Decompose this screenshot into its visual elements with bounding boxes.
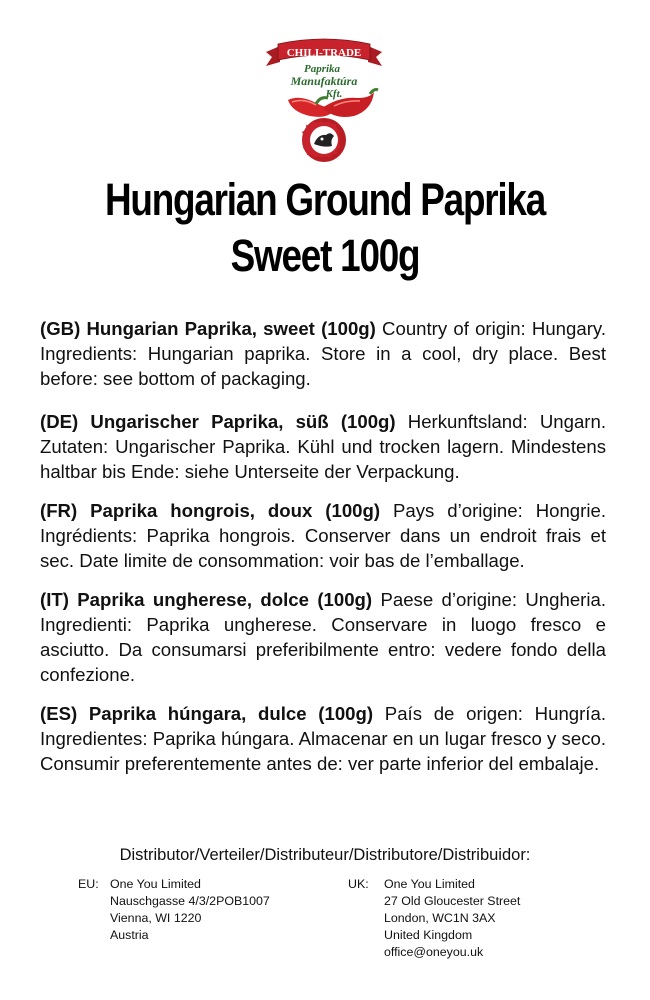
eu-address-lines <box>110 876 270 944</box>
section-fr-lead: (FR) Paprika hongrois, doux (100g) <box>40 500 381 521</box>
uk-address-line: One You Limited <box>384 877 475 891</box>
chili-pepper-logo-icon <box>260 36 388 166</box>
logo-line-1: Paprika <box>303 63 341 75</box>
eu-address-line: Vienna, WI 1220 <box>110 911 202 925</box>
uk-address-lines <box>384 876 520 961</box>
chili-trade-logo <box>260 36 388 166</box>
eu-address-line: One You Limited <box>110 877 201 891</box>
section-de <box>40 409 606 484</box>
logo-line-3: Kft. <box>325 88 343 100</box>
section-fr-text: Pays d’origine: Hongrie. Ingrédients: Paprika hongrois. Conserver dans un endroit frais et sec. Date limite de consommation: voir bas de l’emballage. <box>40 500 606 571</box>
title-line-2: Sweet 100g <box>230 230 420 281</box>
eu-address-line: Nauschgasse 4/3/2POB1007 <box>110 894 270 908</box>
section-fr <box>40 498 606 573</box>
distributor-heading: Distributor/Verteiler/Distributeur/Distributore/Distribuidor: <box>119 846 531 864</box>
section-es-lead: (ES) Paprika húngara, dulce (100g) <box>40 703 374 724</box>
section-it-lead: (IT) Paprika ungherese, dolce (100g) <box>40 589 373 610</box>
language-sections <box>40 316 606 790</box>
logo-banner-text: CHILI-TRADE <box>286 47 362 59</box>
uk-address-line: United Kingdom <box>384 928 473 942</box>
uk-label: UK: <box>348 877 369 891</box>
uk-address-line: London, WC1N 3AX <box>384 911 496 925</box>
section-es-text: País de origen: Hungría. Ingredientes: Paprika húngara. Almacenar en un lugar fresco y seco. Consumir preferentemente antes de: ver parte inferior del embalaje. <box>40 703 606 774</box>
section-es <box>40 701 606 776</box>
product-title <box>59 172 592 284</box>
section-it <box>40 587 606 687</box>
section-gb <box>40 316 606 391</box>
section-gb-text: Country of origin: Hungary. Ingredients: Hungarian paprika. Store in a cool, dry place. Best before: see bottom of packaging. <box>40 318 606 389</box>
uk-email: office@oneyou.uk <box>384 945 484 959</box>
uk-address-line: 27 Old Gloucester Street <box>384 894 521 908</box>
title-line-1: Hungarian Ground Paprika <box>104 174 546 225</box>
section-de-text: Herkunftsland: Ungarn. Zutaten: Ungarischer Paprika. Kühl und trocken lagern. Mindestens haltbar bis Ende: siehe Unterseite der Verpackung. <box>40 411 606 482</box>
eu-label: EU: <box>78 877 99 891</box>
section-it-text: Paese d’origine: Ungheria. Ingredienti: Paprika ungherese. Conservare in luogo fresco e asciutto. Da consumarsi preferibilmente entro: vedere fondo della confezione. <box>40 589 606 685</box>
section-gb-lead: (GB) Hungarian Paprika, sweet (100g) <box>40 318 376 339</box>
eu-address-line: Austria <box>110 928 149 942</box>
logo-line-2: Manufaktúra <box>290 74 358 88</box>
section-de-lead: (DE) Ungarischer Paprika, süß (100g) <box>40 411 396 432</box>
